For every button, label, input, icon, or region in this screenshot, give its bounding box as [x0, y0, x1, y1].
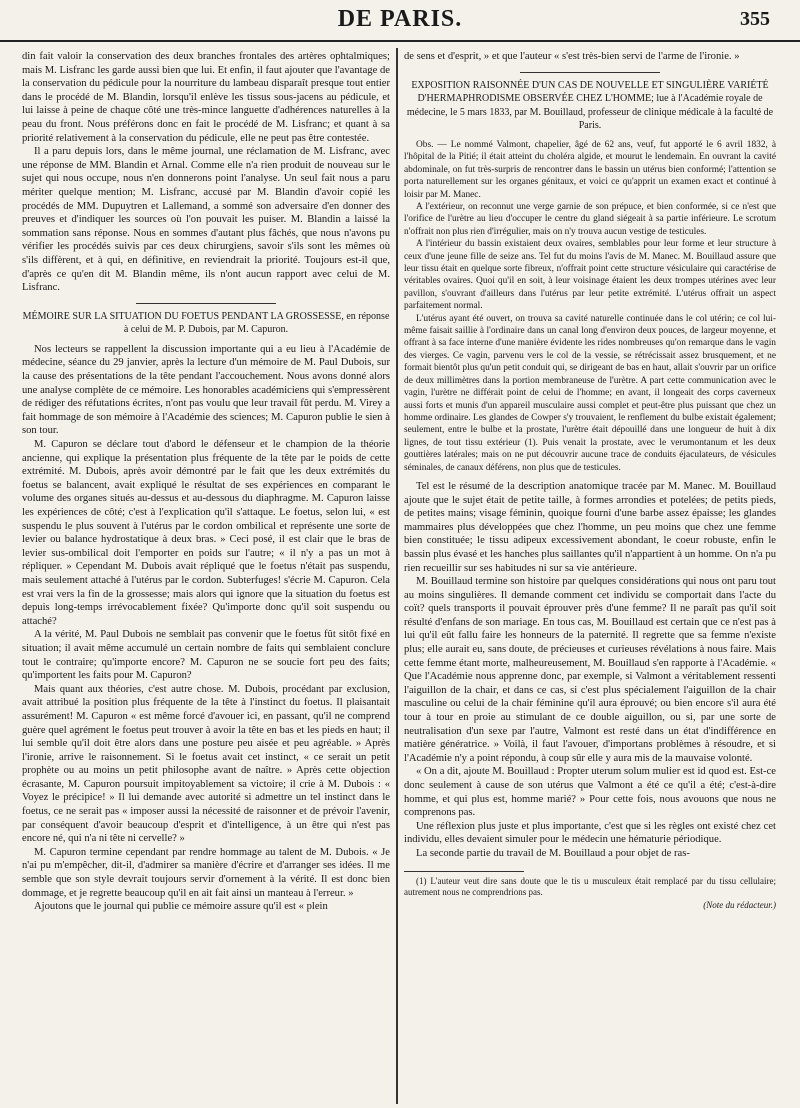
paragraph: din fait valoir la conservation des deux branches frontales des artères ophtalmiques; mais M. Lisfranc les garde aussi bien que lui. Et enfin, il faut ajouter que l'avantage de la conservation du pédicule pour la nourriture du lambeau disparaît presque tout entier dans le procédé de M. Blandin, lorsqu'il enlève les tissus sous-jacens au pédicule, et lui laisse à peine de chaque côté une très-mince languette d'adhérences naturelles à la peau du front. Nous préférons donc en fait le procédé de M. Lisfranc; et quant à sa priorité relativement à la conservation du pédicule, elle ne peut pas être contestée. — [22, 51, 390, 144]
paragraph: Mais quant aux théories, c'est autre chose. M. Dubois, procédant par exclusion, avait attribué la position plus fréquente de la tête à l'instinct du foetus. Il plaisantait assurément! M. Capuron « est même forcé d'avouer ici, en passant, qu'il ne comprend guère quel agrément le foetus peut trouver à avoir la tête en bas et les pieds en haut; il lui semble qu'il doit être alors dans une posture peu aisée et peu agréable. » Après l'ironie, arrive le raisonnement. Si le foetus avait cet instinct, « ce serait un petit prophète ou au moins un petit philosophe avant de naître. » Après cette objection écrasante, M. Capuron poursuit impitoyablement sa victoire; il crie à M. Dubois : « Voyez le précipice! » Il lui demande avec autorité si admettre un tel instinct dans le foetus, ce ne serait pas « imposer aussi la nécessité de raisonner et de prévoir l'avenir, par conséquent d'avoir beaucoup d'esprit et d'intelligence, à un être qui n'est pas encore né, qui n'a ni tête ni cervelle? » — [22, 683, 390, 845]
observation-paragraph: A l'extérieur, on reconnut une verge garnie de son prépuce, et bien conformée, si ce n'est que l'orifice de l'urètre au lieu d'occuper le centre du gland siégeait à sa partie inférieure. Le scrotum n'offrait non plus rien d'irrégulier, mais on n'y trouva aucun vestige de testicules. — [404, 202, 776, 237]
running-title: DE PARIS. — [337, 6, 463, 32]
article-heading: EXPOSITION RAISONNÉE D'UN CAS DE NOUVELLE ET SINGULIÈRE VARIÉTÉ D'HERMAPHRODISME OBSERVÉE CHEZ L'HOMME; lue à l'Académie royale de médecine, le 5 mars 1833, par M. Bouillaud, professeur de clinique médicale à la faculté de Paris. — [406, 79, 774, 132]
page-header — [0, 0, 800, 42]
right-column — [404, 50, 776, 1100]
paragraph: Nos lecteurs se rappellent la discussion importante qui a eu lieu à l'Académie de médecine, séance du 29 janvier, après la lecture d'un mémoire de M. Paul Dubois, sur la cause des présentations de la tête pendant l'accouchement. Nous avons donné alors une analyse complète de ce mémoire. Les honorables académiciens qui s'empressèrent de rédiger des réfutations écrites, n'ont pas voulu que leur travail fût perdu. M. Virey a fait hommage de son mémoire à l'Académie des sciences; M. Capuron publie le sien à son tour. — [22, 343, 390, 437]
section-rule — [136, 303, 276, 304]
column-divider — [396, 48, 398, 1104]
paragraph: A la vérité, M. Paul Dubois ne semblait pas convenir que le foetus fût sitôt fixé en situation; il avait même accumulé un certain nombre de faits qui semblaient conclure tout le contraire; qu'importe encore? M. Capuron ne se soucie fort peu des faits; qu'importent les faits pour M. Capuron? — [22, 629, 390, 682]
paragraph: Une réflexion plus juste et plus importante, c'est que si les règles ont existé chez cet individu, elles devaient simuler pour le médecin une hématurie périodique. — [404, 820, 776, 846]
left-column — [22, 50, 390, 1100]
paragraph: Il a paru depuis lors, dans le même journal, une réclamation de M. Lisfranc, avec une réponse de MM. Blandin et Arnal. Comme elle n'a rien produit de nouveau sur le sujet qui nous occupe, nous n'en donnerons point l'analyse. Un seul fait nous a paru mériter quelque mention; M. Lisfranc, accusé par M. Blandin d'avoir copié les procédés de MM. Dupuytren et Lallemand, a sommé son adversaire d'en donner des preuves et d'indiquer les sources où l'on pouvait les puiser. M. Blandin a laissé la sommation sans réponse. Nous en sommes d'autant plus fâchés, que nous n'avons pu vérifier les procédés suivis par ces deux chirurgiens, savoir s'ils sont les mêmes où s'ils diffèrent, et à qui, en définitive, en reviendrait la priorité. Toujours est-il que, d'après ce qu'en dit M. Blandin même, ils n'ont aucun rapport avec celui de M. Lisfranc. — [22, 146, 390, 294]
footnote-signature: (Note du rédacteur.) — [703, 899, 776, 910]
article-heading: MÉMOIRE SUR LA SITUATION DU FOETUS PENDANT LA GROSSESSE, en réponse à celui de M. P. Dubois, par M. Capuron. — [22, 310, 390, 336]
page-number: 355 — [740, 8, 770, 30]
paragraph: « On a dit, ajoute M. Bouillaud : Propter uterum solum mulier est id quod est. Est-ce donc seulement à cause de son utérus que Valmont a été ce qu'il a été; c'est-à-dire homme, et qui plus est, homme marié? » Pour cette fois, nous avouons que nous ne comprenons pas. — [404, 766, 776, 819]
footnote-rule — [404, 871, 524, 872]
paragraph: de sens et d'esprit, » et que l'auteur « s'est très-bien servi de l'arme de l'ironie. » — [404, 51, 740, 62]
paragraph: M. Capuron se déclare tout d'abord le défenseur et le champion de la théorie ancienne, qui explique la présentation plus fréquente de la tête par le poids de cette extrémité. M. Dubois, après avoir démontré par le fait que les deux extrémités du foetus se balancent, avait expliqué le résultat de ses expériences en comparant le volume des organes situés au-dessus et au-dessous du diaphragme. M. Capuron laisse les expériences de côté; c'est à l'explication qu'il s'attaque. Le foetus, selon lui, « est suspendu le plus souvent à l'utérus par le cordon ombilical et représente une sorte de levier ou balance hydrostatique à deux bras. » Ceci posé, il est clair que le bras de levier sus-ombilical doit l'emporter en poids sur l'autre; « il n'y a pas un mot à répliquer. » Cependant M. Dubois avait répliqué que le foetus n'était pas suspendu, mais seulement attaché à l'utérus par le cordon. Subterfuges! s'écrie M. Capuron. Cela est vrai vers la fin de la grossesse; mais alors qui ignore que la situation du foetus est depuis long-temps irrévocablement fixée? Qu'importe donc qu'il soit suspendu ou attaché? — [22, 439, 390, 627]
observation-paragraph: A l'intérieur du bassin existaient deux ovaires, semblables pour leur forme et leur structure à ceux d'une jeune fille de seize ans. Tel fut du moins l'avis de M. Manec. M. Bouillaud assure que leur tissu était en quelque sorte fibreux, n'offrait point cette structure vésiculaire qui caractérise de véritables ovaires. Quoi qu'il en soit, à leur voisinage étaient les deux trompes utérines avec leur pavillon, s'ouvrant d'ailleurs dans l'utérus par leur petite extrémité. L'utérus offrait un aspect parfaitement normal. — [404, 239, 776, 312]
observation-paragraph: Obs. — Le nommé Valmont, chapelier, âgé de 62 ans, veuf, fut apporté le 6 avril 1832, à l'hôpital de la Pitié; il était atteint du choléra algide, et mourut le lendemain. En ouvrant la cavité abdominale, on fut très-surpris de rencontrer dans le bassin un utérus bien conformé; l'attention se porta naturellement sur les organes génitaux, et voici ce qu'apprit un examen exact et continué à loisir par M. Manec. — [404, 139, 776, 200]
paragraph: M. Bouillaud termine son histoire par quelques considérations qui nous ont paru tout au moins singulières. Il demande comment cet individu se comportait dans l'acte du coït? quels transports il pouvait éprouver près d'une femme? Il ne paraît pas qu'il soit résulté d'enfans de son mariage. En tous cas, M. Bouillaud est certain que ce n'est pas à lui qu'il eût fallu faire les honneurs de la paternité. Il regrette que sa femme n'existe plus; elle aurait eu, sans doute, de précieuses et curieuses révélations à nous faire. Mais cette femme étant morte, malheureusement, M. Bouillaud s'en rapporte à l'Académie. « Que l'Académie nous apprenne donc, par exemple, si Valmont a véritablement ressenti l'aiguillon de la chair, et dans ce cas, si c'est plus spécialement l'aiguillon de la chair masculine ou celui de la chair féminine qu'il aura éprouvé; ou bien encore s'il aura été tour à tour en proie au stimulant de ce double aiguillon, ou si, par une sorte de neutralisation d'un sexe par l'autre, Valmont est resté dans un état d'indifférence en matière génératrice. » Voilà, il faut l'avouer, d'importans problèmes à résoudre, et si l'Académie n'y a point répondu, à coup sûr elle y aura mis de la mauvaise volonté. — [404, 576, 776, 764]
paragraph: Tel est le résumé de la description anatomique tracée par M. Manec. M. Bouillaud ajoute que le sujet était de petite taille, à formes arrondies et potelées; de petits pieds, de petites mains; visage féminin, quoique fourni d'une barbe assez épaisse; les glandes mammaires plus développées que chez l'homme, un peu moins que chez une femme bien constituée; le tissu adipeux excessivement abondant, le coeur robuste, enfin le bassin plus évasé et les hanches plus saillantes qu'il n'appartient à un homme. On n'a pu rien recueillir sur ses habitudes ni sur sa vie antérieure. — [404, 480, 776, 574]
footnote: (1) L'auteur veut dire sans doute que le tis u musculeux était remplacé par du tissu cellulaire; autrement nous ne comprendrions pas. — [404, 875, 776, 898]
section-rule — [520, 72, 660, 73]
paragraph: La seconde partie du travail de M. Bouillaud a pour objet de ras- — [416, 847, 690, 859]
paragraph: Ajoutons que le journal qui publie ce mémoire assure qu'il est « plein — [34, 901, 328, 913]
paragraph: M. Capuron termine cependant par rendre hommage au talent de M. Dubois. « Je n'ai pu m'empêcher, dit-il, d'admirer sa manière d'écrire et d'arranger ses idées. Il me semble que son style devrait toujours servir d'ornement à la vérité. Il est donc bien dommage, et je regrette beaucoup qu'il en ait fait ainsi un manteau à l'erreur. » — [22, 846, 390, 899]
observation-paragraph: L'utérus ayant été ouvert, on trouva sa cavité naturelle continuée dans le col utérin; ce col lui-même faisait saillie à l'ordinaire dans un canal long d'environ deux pouces, de largeur moyenne, et offrant à sa face interne d'une manière évidente les rides nombreuses qu'on remarque dans le vagin des vierges. Ce vagin, parvenu vers le col de la vessie, se rétrécissait assez brusquement, et ne formait bientôt plus qu'un petit conduit qui, se dirigeant de bas en haut, allait s'ouvrir par un orifice de deux millimètres dans la portion membraneuse de l'urètre. A part cette communication avec le vagin, l'urètre ne différait point de celui de l'homme; en avant, il longeait des corps caverneux aussi forts et munis d'un appareil musculaire aussi complet et peut-être plus puissant que chez un homme ordinaire. Les glandes de Cowper s'y trouvaient, le renflement du bulbe existait également; seulement, entre le bulbe et la prostate, l'urètre était dépouillé dans une longueur de huit à dix lignes, de tout tissu extérieur (1). Puis venait la prostate, avec le verumontanum et les deux gouttières latérales; mais on ne put découvrir aucune trace de conduits éjaculateurs, de vésicules séminales, de canaux déférens, non plus que de testicules. — [404, 313, 776, 473]
